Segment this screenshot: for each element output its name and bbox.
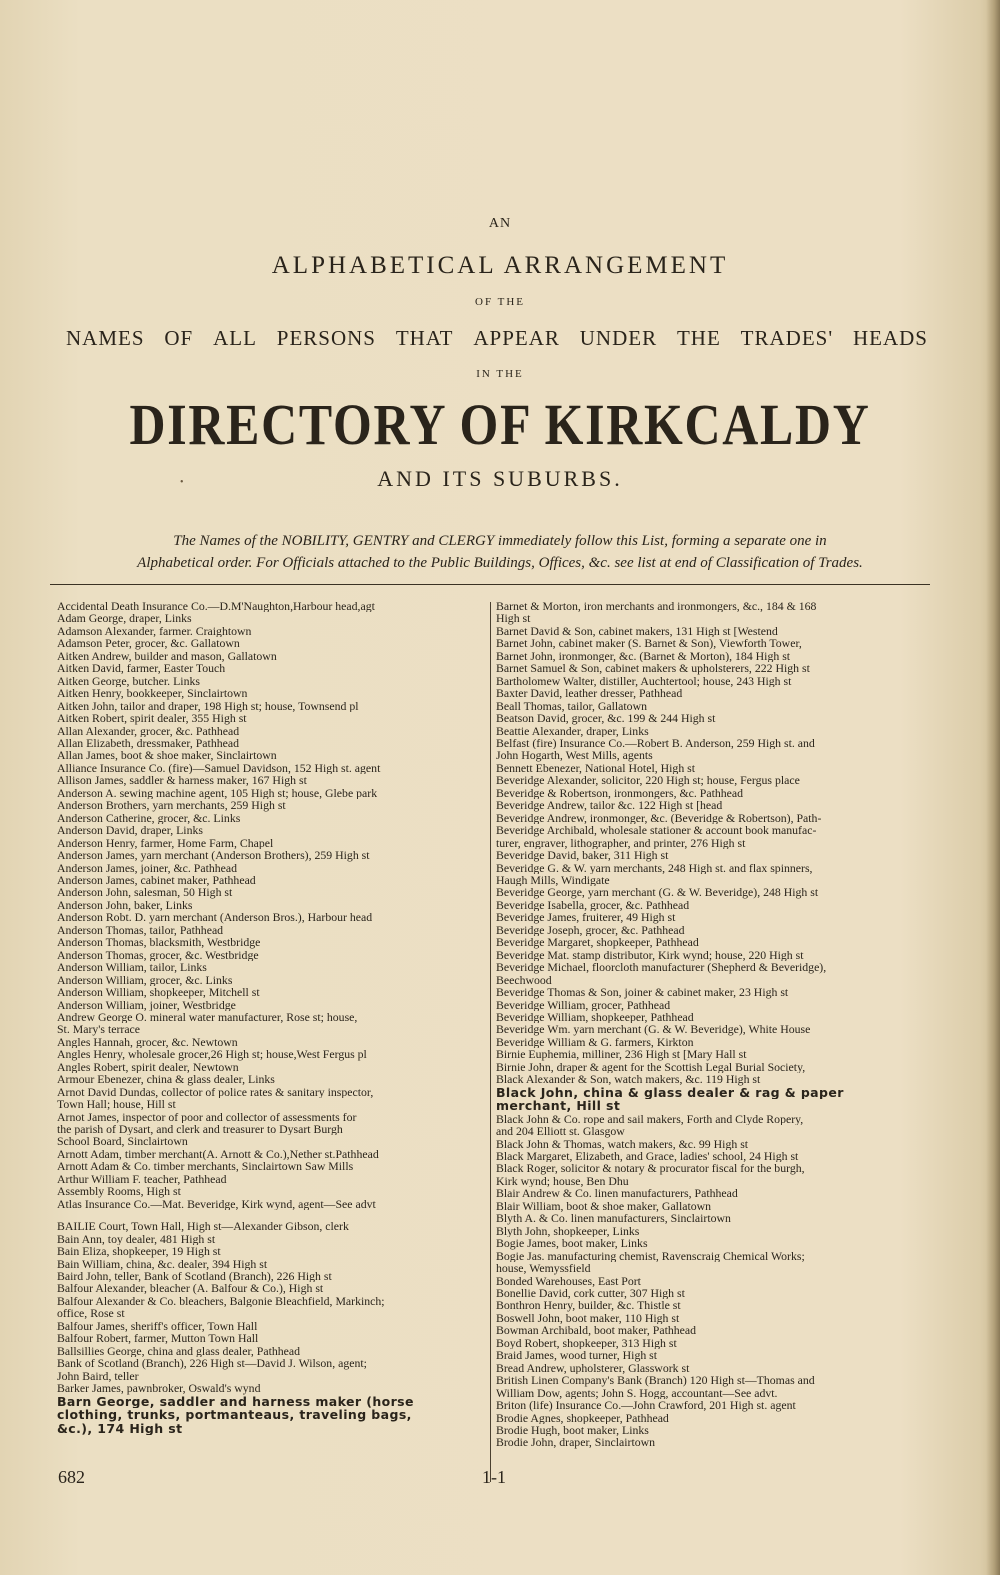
heading-in-the: IN THE: [476, 368, 524, 380]
directory-entry: Anderson John, baker, Links: [57, 898, 193, 912]
directory-entry: Accidental Death Insurance Co.—D.M'Naughton,Harbour head,agt: [57, 600, 375, 613]
directory-entry: Bank of Scotland (Branch), 226 High st—David J. Wilson, agent;: [57, 1357, 367, 1370]
heading-of-the: OF THE: [475, 296, 525, 308]
page-title: DIRECTORY OF KIRKCALDY: [129, 392, 871, 457]
directory-entry: Baird John, teller, Bank of Scotland (Branch), 226 High st: [57, 1270, 332, 1283]
directory-entry: Anderson William, joiner, Westbridge: [57, 998, 236, 1011]
directory-entry: Anderson James, joiner, &c. Pathhead: [57, 861, 238, 874]
directory-entry: Beveridge Andrew, tailor &c. 122 High st [head: [496, 799, 723, 812]
directory-entry: Braid James, wood turner, High st: [496, 1349, 658, 1362]
directory-entry: Assembly Rooms, High st: [57, 1185, 181, 1198]
directory-entry: Beall Thomas, tailor, Gallatown: [496, 699, 647, 713]
right-entries-b: [496, 1113, 938, 1449]
directory-entry: Blyth John, shopkeeper, Links: [496, 1224, 640, 1238]
directory-entry: Beveridge Isabella, grocer, &c. Pathhead: [496, 898, 690, 912]
directory-entry: Beatson David, grocer, &c. 199 & 244 High st: [496, 712, 716, 725]
directory-entry: Alliance Insurance Co. (fire)—Samuel Davidson, 152 High st. agent: [57, 761, 381, 775]
directory-entry: Bain William, china, &c. dealer, 394 High st: [57, 1257, 268, 1271]
directory-entry: Beveridge George, yarn merchant (G. & W. Beveridge), 248 High st: [496, 886, 819, 899]
directory-entry: High st: [496, 612, 531, 625]
directory-entry: office, Rose st: [57, 1307, 125, 1320]
directory-entry: Haugh Mills, Windigate: [496, 873, 610, 887]
directory-entry: Barnet David & Son, cabinet makers, 131 High st [Westend: [496, 624, 778, 638]
directory-entry: BAILIE Court, Town Hall, High st—Alexander Gibson, clerk: [57, 1220, 349, 1233]
heading-word: THAT: [395, 326, 454, 350]
heading-word: TRADES': [740, 326, 834, 350]
introductory-note: [50, 530, 950, 574]
directory-entry: Anderson David, draper, Links: [57, 824, 203, 837]
directory-entry: John Baird, teller: [57, 1369, 139, 1383]
directory-entry: Beechwood: [496, 973, 552, 987]
directory-entry: Arnot James, inspector of poor and collector of assessments for: [57, 1110, 357, 1124]
directory-entry: Allan Elizabeth, dressmaker, Pathhead: [57, 736, 239, 750]
directory-entry: Beveridge Joseph, grocer, &c. Pathhead: [496, 923, 685, 937]
directory-entry: Anderson Catherine, grocer, &c. Links: [57, 811, 241, 825]
directory-entry: Allison James, saddler & harness maker, 167 High st: [57, 774, 307, 787]
heading-word: ALL: [213, 326, 257, 350]
directory-entry: turer, engraver, lithographer, and printer, 276 High st: [496, 836, 746, 850]
directory-entry: Atlas Insurance Co.—Mat. Beveridge, Kirk wynd, agent—See advt: [57, 1197, 376, 1211]
directory-entry: Allan Alexander, grocer, &c. Pathhead: [57, 724, 240, 737]
column-divider: [490, 602, 491, 1482]
directory-entry: Beveridge Wm. yarn merchant (G. & W. Beveridge), White House: [496, 1023, 811, 1036]
page-number: 682: [58, 1467, 85, 1487]
directory-entry: Birnie John, draper & agent for the Scottish Legal Burial Society,: [496, 1060, 806, 1074]
directory-entry: Bonded Warehouses, East Port: [496, 1274, 641, 1288]
ink-speck: •: [180, 477, 184, 488]
directory-entry: Anderson Thomas, grocer, &c. Westbridge: [57, 948, 259, 962]
directory-entry: Beveridge William, grocer, Pathhead: [496, 998, 671, 1011]
directory-entry: Beveridge G. & W. yarn merchants, 248 High st. and flax spinners,: [496, 861, 813, 874]
directory-entry: Blair Andrew & Co. linen manufacturers, Pathhead: [496, 1187, 738, 1200]
section-gap: [57, 1210, 487, 1220]
directory-entry: Barnet & Morton, iron merchants and ironmongers, &c., 184 & 168: [496, 600, 817, 613]
directory-entry: Black Margaret, Elizabeth, and Grace, ladies' school, 24 High st: [496, 1150, 799, 1163]
directory-entry: Adam George, draper, Links: [57, 612, 192, 625]
directory-entry: John Hogarth, West Mills, agents: [496, 749, 653, 762]
heading-word: UNDER: [579, 326, 658, 350]
directory-entry: Aitken Robert, spirit dealer, 355 High st: [57, 712, 247, 725]
directory-entry: Balfour Robert, farmer, Mutton Town Hall: [57, 1332, 259, 1345]
directory-entry: Balfour Alexander & Co. bleachers, Balgonie Bleachfield, Markinch;: [57, 1294, 385, 1308]
directory-entry: Blair William, boot & shoe maker, Gallatown: [496, 1199, 712, 1213]
heading-alphabetical-arrangement: ALPHABETICAL ARRANGEMENT: [271, 252, 729, 279]
right-entries-a: [496, 600, 938, 1086]
display-entry-line: clothing, trunks, portmanteaus, traveling bags,: [57, 1408, 412, 1422]
directory-entry: Brodie Agnes, shopkeeper, Pathhead: [496, 1411, 669, 1424]
directory-entry: Arnot David Dundas, collector of police rates & sanitary inspector,: [57, 1085, 374, 1099]
horizontal-rule: [50, 584, 930, 585]
right-display-advert: [496, 1086, 938, 1113]
directory-entry: Anderson James, cabinet maker, Pathhead: [57, 873, 256, 887]
directory-entry: Birnie Euphemia, milliner, 236 High st [Mary Hall st: [496, 1048, 747, 1061]
note-line-2: Alphabetical order. For Officials attached to the Public Buildings, Offices, &c. see list at end of Classification of Trades.: [137, 555, 863, 571]
directory-entry: Anderson John, salesman, 50 High st: [57, 886, 233, 899]
directory-entry: Aitken David, farmer, Easter Touch: [57, 662, 226, 675]
directory-entry: Ballsillies George, china and glass dealer, Pathhead: [57, 1344, 301, 1358]
directory-entry: and 204 Elliott st. Glasgow: [496, 1125, 625, 1138]
display-entry-line: Black John, china & glass dealer & rag & paper: [496, 1085, 844, 1100]
directory-entry: Anderson William, shopkeeper, Mitchell st: [57, 986, 260, 999]
directory-entry: Black John & Thomas, watch makers, &c. 99 High st: [496, 1137, 749, 1151]
directory-entry: Anderson Henry, farmer, Home Farm, Chapel: [57, 836, 274, 850]
directory-entry: Arthur William F. teacher, Pathhead: [57, 1172, 227, 1186]
directory-entry: Boyd Robert, shopkeeper, 313 High st: [496, 1336, 677, 1350]
right-column: [496, 600, 938, 1449]
directory-entry: Bread Andrew, upholsterer, Glasswork st: [496, 1361, 690, 1375]
directory-entry: Adamson Peter, grocer, &c. Gallatown: [57, 637, 240, 650]
directory-entry: Blyth A. & Co. linen manufacturers, Sinclairtown: [496, 1212, 731, 1225]
directory-entry: Armour Ebenezer, china & glass dealer, Links: [57, 1073, 275, 1086]
directory-entry: Beveridge William & G. farmers, Kirkton: [496, 1035, 694, 1049]
directory-entry: Anderson Thomas, tailor, Pathhead: [57, 923, 224, 937]
display-entry-line: &c.), 174 High st: [57, 1421, 183, 1436]
display-entry-line: Barn George, saddler and harness maker (horse: [57, 1394, 414, 1409]
directory-entry: Beveridge & Robertson, ironmongers, &c. Pathhead: [496, 786, 744, 800]
directory-entry: Briton (life) Insurance Co.—John Crawford, 201 High st. agent: [496, 1399, 796, 1412]
directory-entry: Barnet John, cabinet maker (S. Barnet & Son), Viewforth Tower,: [496, 637, 802, 650]
directory-entry: Kirk wynd; house, Ben Dhu: [496, 1174, 629, 1188]
directory-entry: Beveridge Thomas & Son, joiner & cabinet maker, 23 High st: [496, 986, 789, 999]
directory-entry: Black Roger, solicitor & notary & procurator fiscal for the burgh,: [496, 1162, 805, 1175]
directory-entry: Beveridge David, baker, 311 High st: [496, 849, 669, 862]
page-subtitle: AND ITS SUBURBS.: [377, 466, 623, 491]
signature-mark: 1-1: [482, 1467, 506, 1487]
directory-entry: Beattie Alexander, draper, Links: [496, 724, 649, 737]
directory-entry: Balfour Alexander, bleacher (A. Balfour & Co.), High st: [57, 1282, 324, 1295]
directory-entry: Anderson A. sewing machine agent, 105 High st; house, Glebe park: [57, 786, 378, 800]
directory-entry: Town Hall; house, Hill st: [57, 1098, 176, 1111]
directory-entry: Bain Ann, toy dealer, 481 High st: [57, 1232, 216, 1246]
directory-entry: Black John & Co. rope and sail makers, Forth and Clyde Ropery,: [496, 1112, 804, 1126]
heading-word: OF: [164, 326, 194, 350]
directory-entry: Anderson Thomas, blacksmith, Westbridge: [57, 936, 261, 949]
directory-entry: Anderson William, tailor, Links: [57, 961, 207, 974]
directory-entry: Beveridge Margaret, shopkeeper, Pathhead: [496, 936, 699, 949]
heading-an: AN: [488, 216, 512, 231]
directory-entry: Bonellie David, cork cutter, 307 High st: [496, 1287, 685, 1300]
left-column: [57, 600, 487, 1435]
directory-entry: Black Alexander & Son, watch makers, &c. 119 High st: [496, 1073, 761, 1086]
heading-word: THE: [676, 326, 721, 350]
heading-word: PERSONS: [276, 326, 376, 350]
directory-entry: Aitken Andrew, builder and mason, Gallatown: [57, 649, 277, 663]
directory-entry: British Linen Company's Bank (Branch) 120 High st—Thomas and: [496, 1374, 815, 1387]
left-entries: [57, 600, 487, 1395]
directory-entry: Allan James, boot & shoe maker, Sinclairtown: [57, 749, 277, 762]
directory-entry: Bogie James, boot maker, Links: [496, 1237, 648, 1250]
directory-entry: Bartholomew Walter, distiller, Auchtertool; house, 243 High st: [496, 674, 792, 688]
directory-entry: the parish of Dysart, and clerk and treasurer to Dysart Burgh: [57, 1123, 343, 1136]
directory-entry: Balfour James, sheriff's officer, Town Hall: [57, 1319, 258, 1333]
heading-names-line: [66, 326, 928, 351]
directory-entry: Angles Robert, spirit dealer, Newtown: [57, 1060, 239, 1074]
directory-entry: Anderson Robt. D. yarn merchant (Anderson Bros.), Harbour head: [57, 911, 373, 924]
directory-entry: Beveridge James, fruiterer, 49 High st: [496, 911, 676, 924]
directory-entry: Boswell John, boot maker, 110 High st: [496, 1311, 680, 1325]
directory-entry: Beveridge Mat. stamp distributor, Kirk wynd; house, 220 High st: [496, 948, 804, 962]
directory-entry: Beveridge Michael, floorcloth manufacturer (Shepherd & Beveridge),: [496, 961, 827, 974]
directory-entry: Bowman Archibald, boot maker, Pathhead: [496, 1324, 697, 1337]
directory-entry: Aitken Henry, bookkeeper, Sinclairtown: [57, 687, 248, 700]
directory-entry: Barnet Samuel & Son, cabinet makers & upholsterers, 222 High st: [496, 662, 810, 675]
directory-entry: Adamson Alexander, farmer. Craightown: [57, 624, 252, 638]
directory-entry: Anderson Brothers, yarn merchants, 259 High st: [57, 799, 286, 812]
page-edge-shadow: [986, 0, 1000, 1575]
directory-entry: Barnet John, ironmonger, &c. (Barnet & Morton), 184 High st: [496, 649, 791, 663]
directory-entry: Beveridge Archibald, wholesale stationer & account book manufac-: [496, 824, 817, 837]
display-entry-line: merchant, Hill st: [496, 1099, 621, 1113]
heading-word: HEADS: [852, 326, 928, 350]
directory-entry: Bennett Ebenezer, National Hotel, High st: [496, 761, 696, 775]
heading-word: APPEAR: [473, 326, 560, 350]
directory-entry: St. Mary's terrace: [57, 1023, 141, 1036]
note-line-1: The Names of the NOBILITY, GENTRY and CLERGY immediately follow this List, forming a separate one in: [173, 533, 827, 549]
directory-entry: Arnott Adam & Co. timber merchants, Sinclairtown Saw Mills: [57, 1160, 354, 1173]
directory-entry: Barker James, pawnbroker, Oswald's wynd: [57, 1382, 261, 1395]
directory-entry: Arnott Adam, timber merchant(A. Arnott & Co.),Nether st.Pathhead: [57, 1147, 379, 1161]
directory-entry: Anderson William, grocer, &c. Links: [57, 973, 233, 987]
directory-entry: Angles Hannah, grocer, &c. Newtown: [57, 1035, 238, 1049]
directory-entry: Angles Henry, wholesale grocer,26 High st; house,West Fergus pl: [57, 1048, 367, 1061]
directory-entry: Beveridge Andrew, ironmonger, &c. (Beveridge & Robertson), Path-: [496, 811, 822, 825]
heading-word: NAMES: [66, 326, 145, 350]
directory-entry: house, Wemyssfield: [496, 1262, 591, 1275]
directory-entry: School Board, Sinclairtown: [57, 1135, 188, 1148]
directory-entry: Brodie Hugh, boot maker, Links: [496, 1424, 649, 1437]
directory-entry: Brodie John, draper, Sinclairtown: [496, 1436, 656, 1449]
directory-entry: Bogie Jas. manufacturing chemist, Ravenscraig Chemical Works;: [496, 1249, 805, 1263]
directory-entry: William Dow, agents; John S. Hogg, accountant—See advt.: [496, 1386, 778, 1400]
directory-entry: Aitken John, tailor and draper, 198 High st; house, Townsend pl: [57, 699, 359, 713]
directory-entry: Aitken George, butcher. Links: [57, 674, 200, 688]
left-display-advert: [57, 1395, 487, 1436]
directory-entry: Belfast (fire) Insurance Co.—Robert B. Anderson, 259 High st. and: [496, 736, 815, 750]
directory-entry: Bain Eliza, shopkeeper, 19 High st: [57, 1245, 221, 1258]
directory-entry: Beveridge William, shopkeeper, Pathhead: [496, 1010, 694, 1024]
directory-entry: Anderson James, yarn merchant (Anderson Brothers), 259 High st: [57, 849, 370, 862]
directory-entry: Baxter David, leather dresser, Pathhead: [496, 687, 683, 700]
directory-entry: Bonthron Henry, builder, &c. Thistle st: [496, 1299, 681, 1312]
directory-entry: Beveridge Alexander, solicitor, 220 High st; house, Fergus place: [496, 774, 800, 787]
directory-entry: Andrew George O. mineral water manufacturer, Rose st; house,: [57, 1010, 358, 1024]
